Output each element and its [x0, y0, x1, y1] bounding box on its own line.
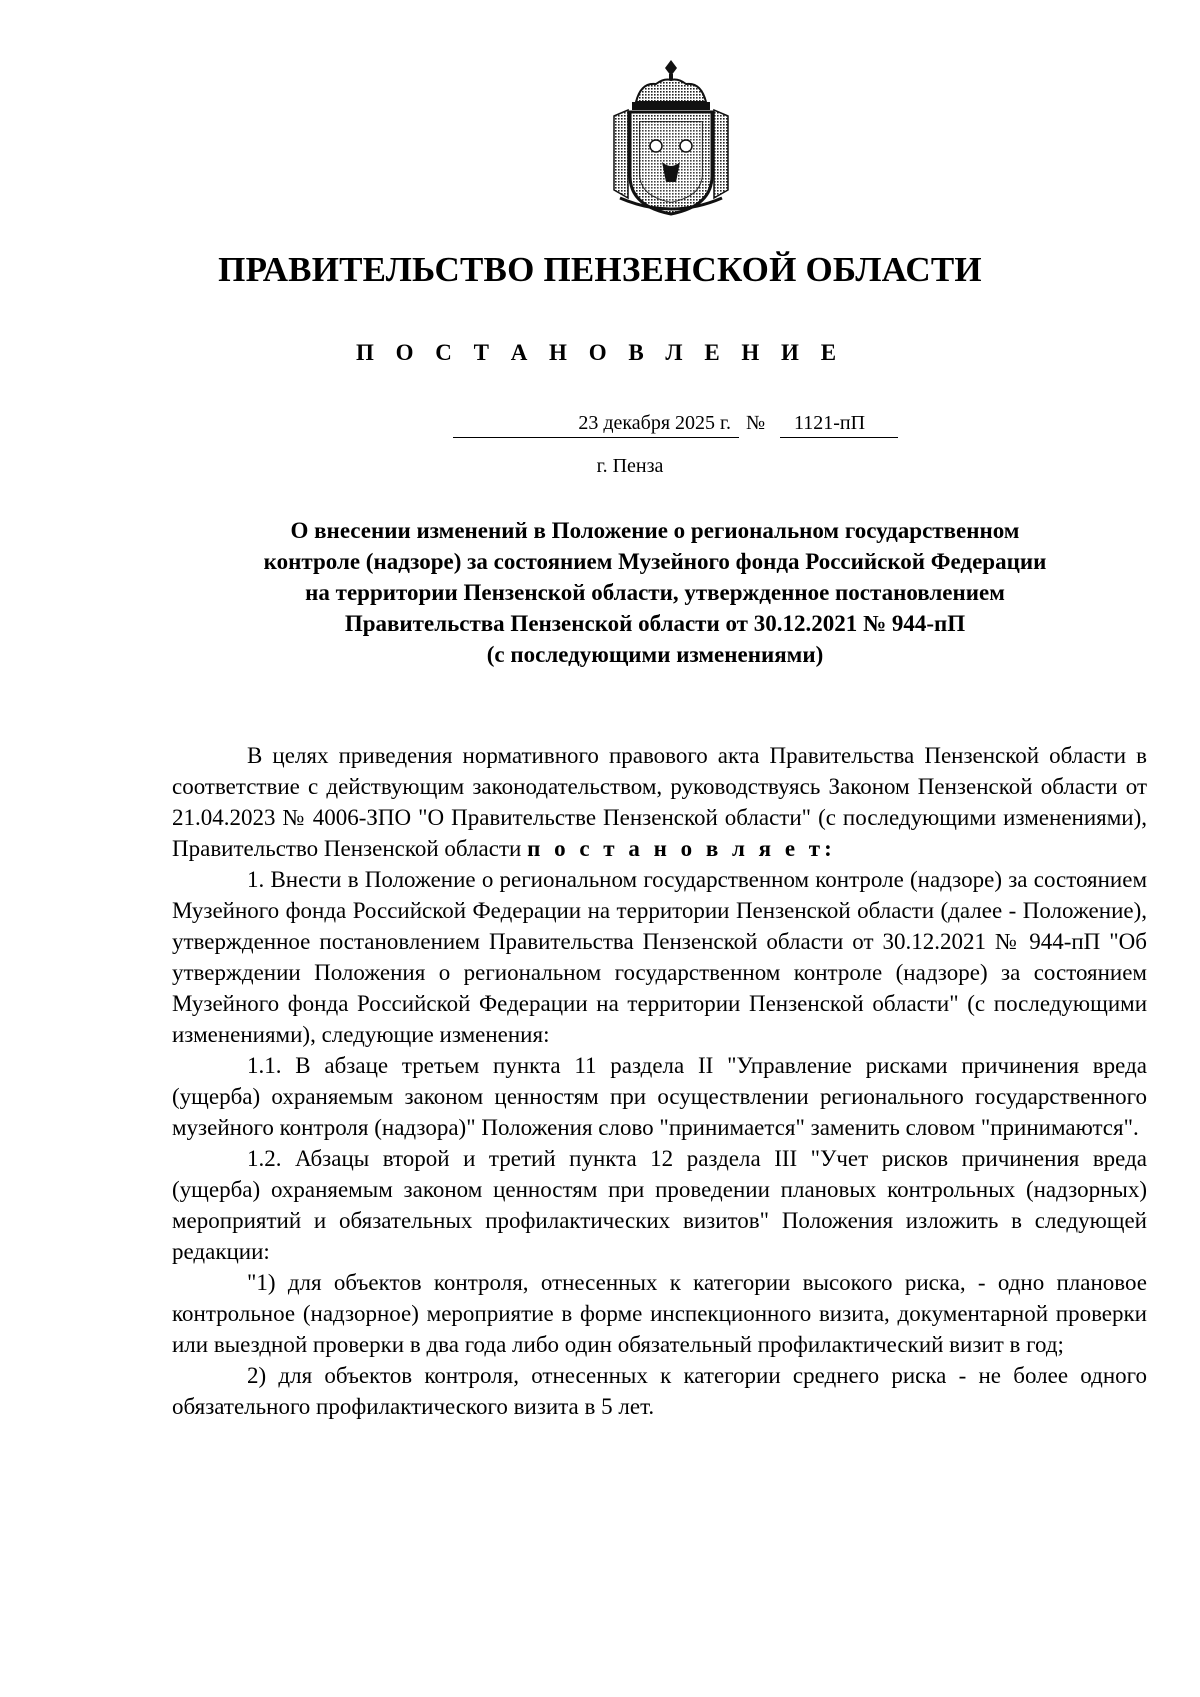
document-date: 23 декабря 2025 г.: [453, 412, 739, 438]
title-line: (с последующими изменениями): [486, 642, 824, 667]
paragraph-item-1-1: 1.1. В абзаце третьем пункта 11 раздела II "Управление рисками причинения вреда (ущерба) охраняемым законом ценностям при осуществлении регионального государственного музейного контроля (надзора)" Положения слово "принимается" заменить словом "принимаются".: [172, 1053, 1147, 1140]
preamble-text: В целях приведения нормативного правового акта Правительства Пензенской области в соответствие с действующим законодательством, руководствуясь Законом Пензенской области от 21.04.2023 № 4006-ЗПО "О Правительстве Пензенской области" (с последующими изменениями), Правительство Пензенской области: [172, 743, 1147, 861]
document-type: П О С Т А Н О В Л Е Н И Е: [355, 340, 845, 365]
date-number-line: [0, 412, 1200, 442]
document-body: [172, 740, 1147, 1422]
document-title: [160, 515, 1150, 670]
title-line: контроле (надзоре) за состоянием Музейного фонда Российской Федерации: [263, 549, 1047, 574]
paragraph-item-1-2: 1.2. Абзацы второй и третий пункта 12 раздела III "Учет рисков причинения вреда (ущерба) охраняемым законом ценностям при проведении плановых контрольных (надзорных) мероприятий и обязательных профилактических визитов" Положения изложить в следующей редакции:: [172, 1146, 1147, 1264]
paragraph-quote-1: "1) для объектов контроля, отнесенных к категории высокого риска, - одно плановое контрольное (надзорное) мероприятие в форме инспекционного визита, документарной проверки или выездной проверки в два года либо один обязательный профилактический визит в год;: [172, 1270, 1147, 1357]
number-sign: №: [746, 412, 766, 434]
paragraph-item-1: 1. Внести в Положение о региональном государственном контроле (надзоре) за состоянием Музейного фонда Российской Федерации на территории Пензенской области (далее - Положение), утвержденное постановлением Правительства Пензенской области от 30.12.2021 № 944-пП "Об утверждении Положения о региональном государственном контроле (надзоре) за состоянием Музейного фонда Российской Федерации на территории Пензенской области" (с последующими изменениями), следующие изменения:: [172, 867, 1147, 1047]
resolves-keyword: п о с т а н о в л я е т:: [527, 836, 836, 861]
title-line: Правительства Пензенской области от 30.12.2021 № 944-пП: [344, 611, 966, 636]
title-line: О внесении изменений в Положение о региональном государственном: [290, 518, 1020, 543]
organization-name: ПРАВИТЕЛЬСТВО ПЕНЗЕНСКОЙ ОБЛАСТИ: [218, 250, 982, 289]
coat-of-arms-emblem: [606, 58, 736, 218]
city: г. Пенза: [596, 455, 664, 477]
paragraph-quote-2: 2) для объектов контроля, отнесенных к категории среднего риска - не более одного обязательного профилактического визита в 5 лет.: [172, 1363, 1147, 1419]
document-number: 1121-пП: [780, 412, 898, 438]
title-line: на территории Пензенской области, утвержденное постановлением: [305, 580, 1005, 605]
paragraph-preamble: [172, 740, 1147, 864]
